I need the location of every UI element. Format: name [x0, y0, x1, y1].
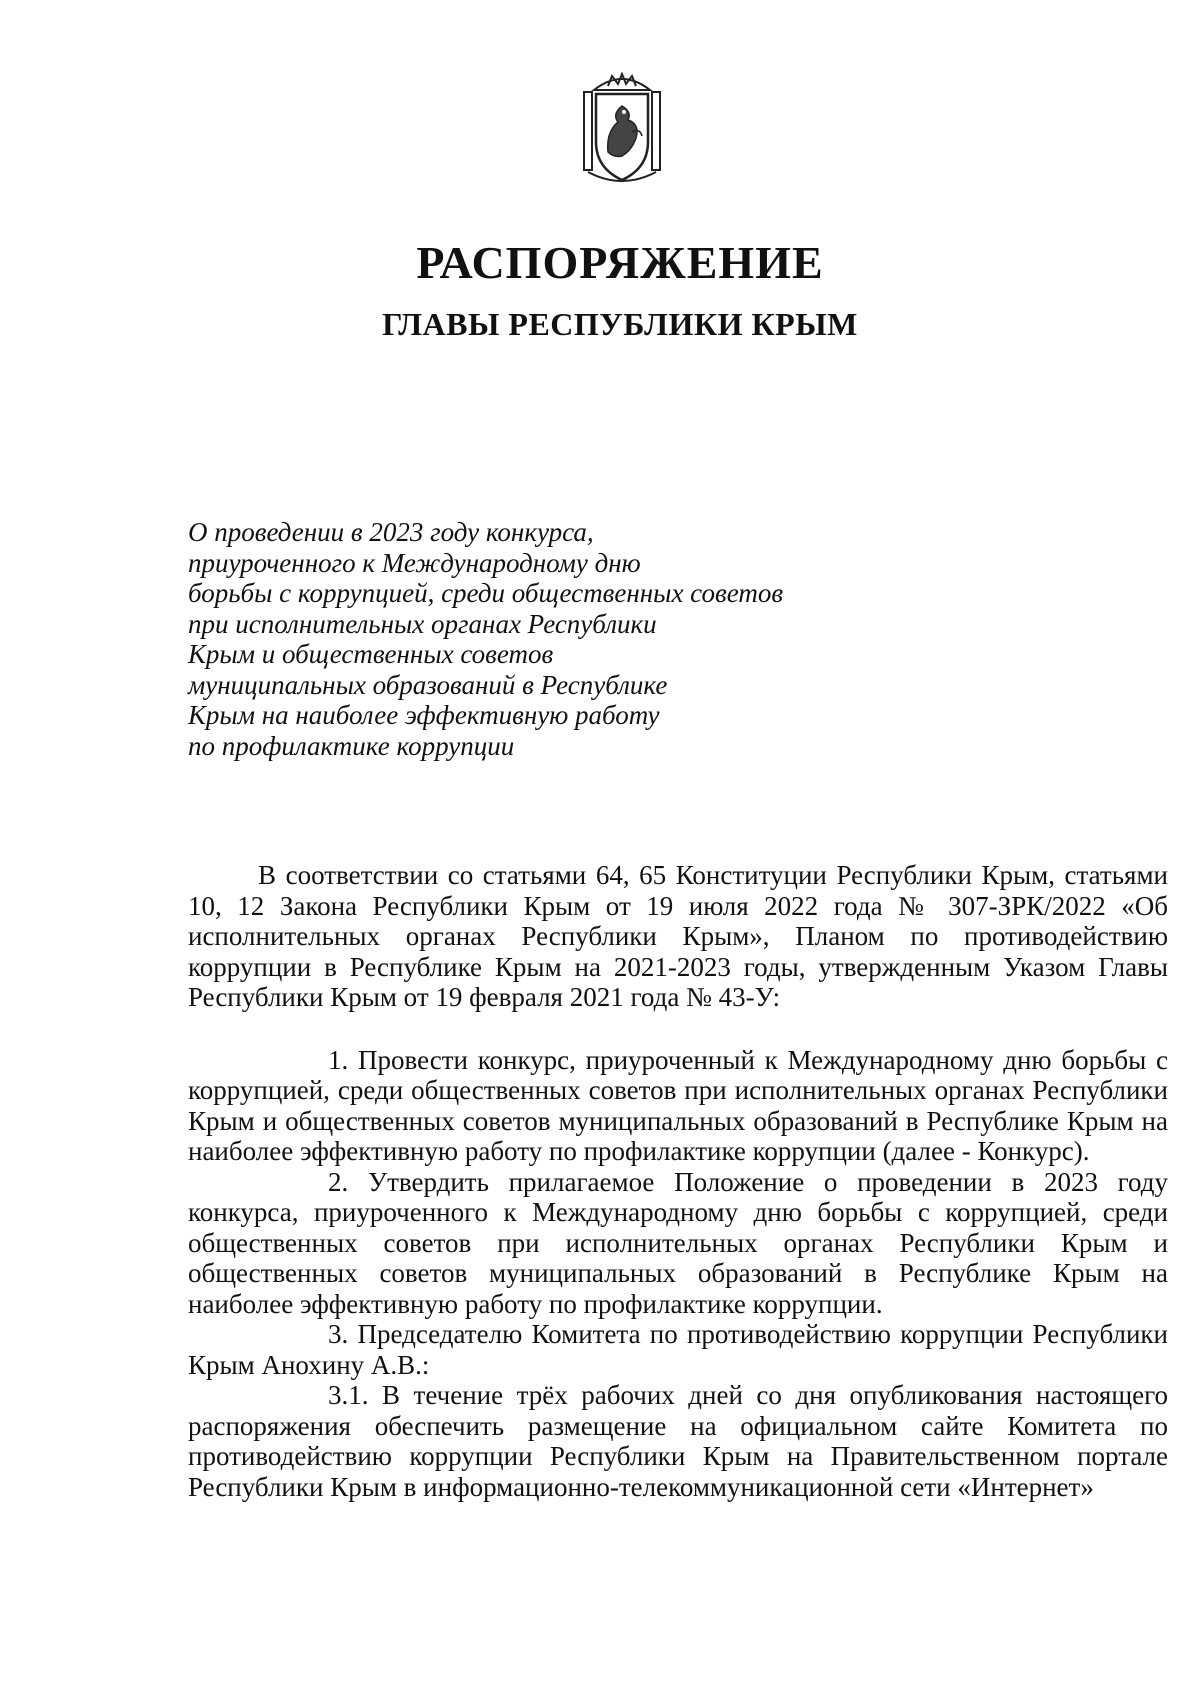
item-number: 3.1. — [328, 1380, 369, 1410]
heading-line: приуроченного к Международному дню — [188, 547, 641, 578]
item-text: В течение трёх рабочих дней со дня опубликования настоящего распоряжения обеспечить размещение на официальном сайте Комитета по противодействию коррупции Республики Крым на Правительственном портале Республики Крым в информационно-телекоммуникационной сети «Интернет» — [188, 1380, 1168, 1502]
item-number: 3. — [328, 1319, 349, 1349]
heading-line: при исполнительных органах Республики — [188, 608, 657, 639]
list-item — [188, 1045, 1168, 1167]
heading-line: муниципальных образований в Республике — [188, 669, 668, 700]
heading-line: Крым и общественных советов — [188, 639, 554, 669]
list-item — [188, 1319, 1168, 1380]
heading-line: по профилактике коррупции — [188, 730, 515, 761]
heading-line: О проведении в 2023 году конкурса, — [188, 517, 594, 547]
heading-line: Крым на наиболее эффективную работу — [188, 700, 660, 730]
document-heading — [188, 517, 888, 761]
item-number: 1. — [328, 1044, 349, 1075]
item-text: Утвердить прилагаемое Положение о проведении в 2023 году конкурса, приуроченного к Международному дню борьбы с коррупцией, среди общественных советов при исполнительных органах Республики Крым и общественных советов муниципальных образований в Республике Крым на наиболее эффективную работу по профилактике коррупции. — [188, 1166, 1169, 1319]
item-text: Председателю Комитета по противодействию коррупции Республики Крым Анохину А.В.: — [188, 1319, 1169, 1380]
list-item — [188, 1167, 1168, 1320]
list-item — [188, 1380, 1168, 1502]
heading-line: борьбы с коррупцией, среди общественных советов — [188, 578, 784, 608]
crimea-coat-of-arms-icon — [578, 72, 666, 187]
item-text: Провести конкурс, приуроченный к Международному дню борьбы с коррупцией, среди общественных советов при исполнительных органах Республики Крым и общественных советов муниципальных образований в Республике Крым на наиболее эффективную работу по профилактике коррупции (далее - Конкурс). — [188, 1044, 1169, 1166]
document-title: РАСПОРЯЖЕНИЕ — [416, 237, 824, 288]
document-body — [188, 860, 1168, 1502]
preamble-paragraph: В соответствии со статьями 64, 65 Конституции Республики Крым, статьями 10, 12 Закона Республики Крым от 19 июля 2022 года № 307-ЗРК/2022 «Об исполнительных органах Республики Крым», Планом по противодействию коррупции в Республике Крым на 2021-2023 годы, утвержденным Указом Главы Республики Крым от 19 февраля 2021 года № 43-У: — [188, 860, 1168, 1012]
item-number: 2. — [328, 1166, 349, 1197]
document-subtitle: ГЛАВЫ РЕСПУБЛИКИ КРЫМ — [382, 306, 858, 342]
